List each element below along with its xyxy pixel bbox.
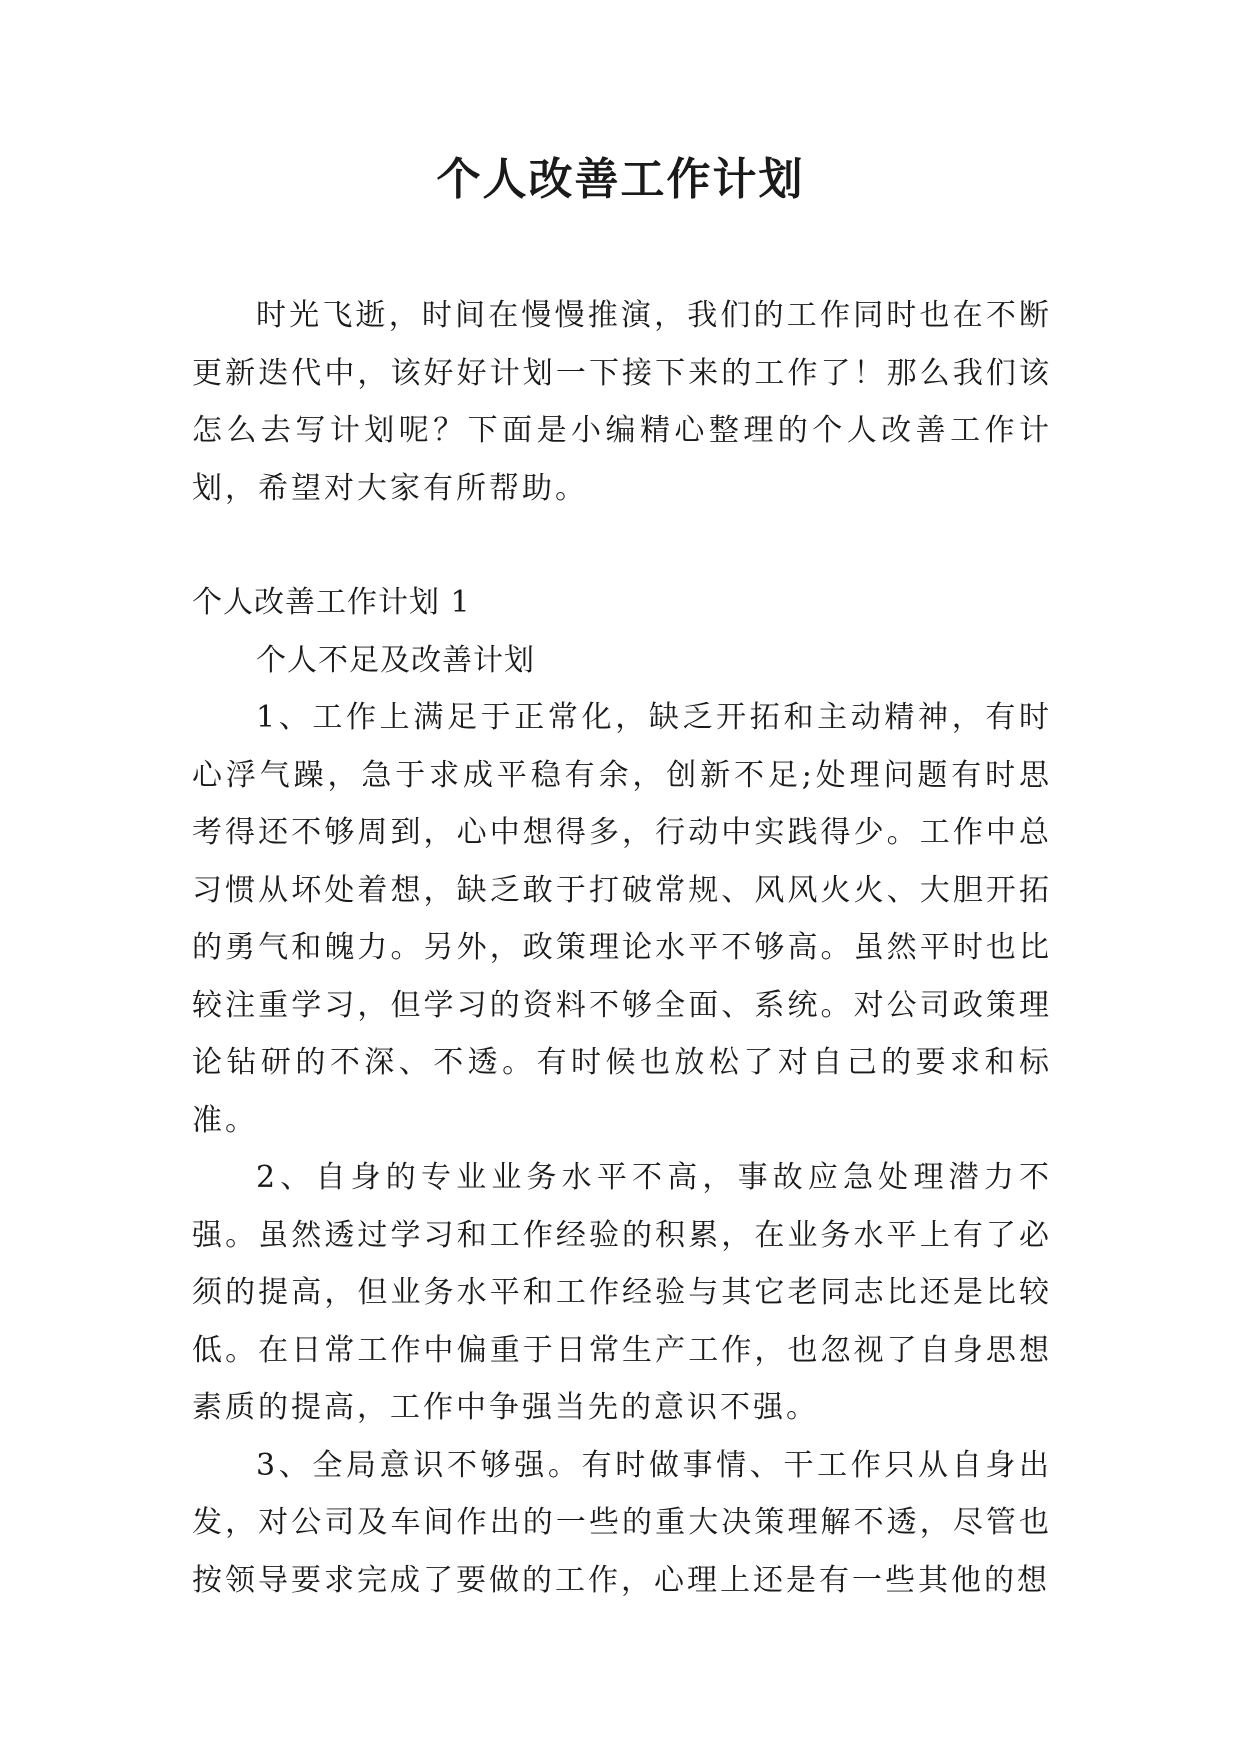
list-item-1: 1、工作上满足于正常化，缺乏开拓和主动精神，有时心浮气躁，急于求成平稳有余，创新不足;处理问题有时思考得还不够周到，心中想得多，行动中实践得少。工作中总习惯从坏处着想，缺乏敢于打破常规、风风火火、大胆开拓的勇气和魄力。另外，政策理论水平不够高。虽然平时也比较注重学习，但学习的资料不够全面、系统。对公司政策理论钻研的不深、不透。有时候也放松了对自己的要求和标准。	[192, 700, 1052, 1138]
document-title: 个人改善工作计划	[436, 154, 805, 205]
section-heading: 个人改善工作计划 1	[192, 585, 471, 620]
intro-paragraph: 时光飞逝，时间在慢慢推演，我们的工作同时也在不断更新迭代中，该好好计划一下接下来的工作了！那么我们该怎么去写计划呢？下面是小编精心整理的个人改善工作计划，希望对大家有所帮助。	[192, 298, 1052, 506]
paragraph-spacer	[192, 517, 1052, 574]
list-item-2: 2、自身的专业业务水平不高，事故应急处理潜力不强。虽然透过学习和工作经验的积累，在业务水平上有了必须的提高，但业务水平和工作经验与其它老同志比还是比较低。在日常工作中偏重于日常生产工作，也忽视了自身思想素质的提高，工作中争强当先的意识不强。	[192, 1160, 1052, 1425]
subheading: 个人不足及改善计划	[256, 642, 535, 678]
document-body	[192, 287, 1052, 1609]
list-item-3: 3、全局意识不够强。有时做事情、干工作只从自身出发，对公司及车间作出的一些的重大决策理解不透，尽管也按领导要求完成了要做的工作，心理上还是有一些其他的想	[192, 1447, 1052, 1598]
